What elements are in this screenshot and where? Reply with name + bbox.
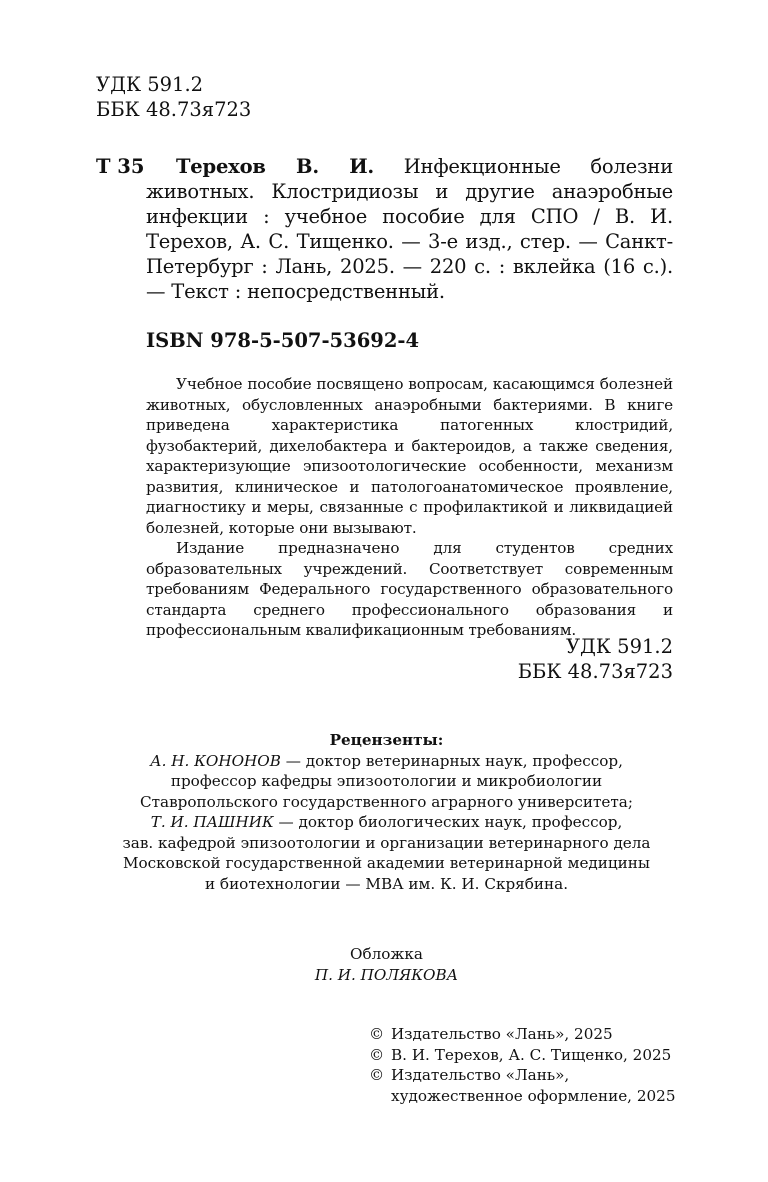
reviewer-line: [96, 751, 677, 772]
copyright-holder: Издательство «Лань»,: [391, 1066, 570, 1084]
bbk-code: ББК 48.73я723: [96, 98, 252, 121]
copyright-line: [369, 1045, 699, 1066]
copyright-icon: ©: [369, 1025, 385, 1043]
reviewer-line: Московской государственной академии ветеринарной медицины: [122, 854, 651, 872]
cover-label: Обложка: [350, 945, 423, 963]
reviewer-line: зав. кафедрой эпизоотологии и организации ветеринарного дела: [122, 833, 651, 852]
reviewer-line: [96, 812, 677, 833]
reviewers-heading: Рецензенты:: [329, 731, 444, 749]
reviewer-line: Ставропольского государственного аграрного университета;: [140, 792, 633, 811]
copyright-icon: ©: [369, 1066, 385, 1084]
author-name: Терехов В. И.: [176, 155, 375, 178]
record-description: Инфекционные болезни животных. Клостридиозы и другие анаэробные инфекции : учебное пособие для СПО / В. И. Терехов, А. С. Тищенко. — 3-е изд., стер. — Санкт-Петербург : Лань, 2025. — 220 с. : вклейка (16 с.). — Текст : непосредственный.: [146, 155, 673, 303]
classification-top: [96, 72, 251, 122]
annotation: [146, 374, 673, 641]
annotation-paragraph: Издание предназначено для студентов средних образовательных учреждений. Соответствует современным требованиям Федерального государственного образовательного стандарта среднего профессионального образования и профессиональным квалификационным требованиям.: [146, 539, 673, 639]
copyright-icon: ©: [369, 1045, 385, 1064]
reviewer-name: А. Н. КОНОНОВ: [150, 751, 281, 770]
reviewer-line: профессор кафедры эпизоотологии и микробиологии: [170, 772, 603, 790]
reviewers-block: [96, 730, 677, 894]
copyright-text: Издательство «Лань», 2025: [391, 1025, 613, 1043]
copyright-text: В. И. Терехов, А. С. Тищенко, 2025: [391, 1045, 672, 1064]
bibliographic-record: [146, 154, 673, 304]
cover-artist: П. И. ПОЛЯКОВА: [314, 965, 459, 984]
copyright-text: [391, 1065, 699, 1106]
classification-bottom: [473, 634, 673, 684]
reviewer-line: и биотехнологии — МВА им. К. И. Скрябина.: [204, 874, 569, 893]
author-mark: Т 35: [96, 155, 145, 178]
udk-code: УДК 591.2: [565, 635, 673, 658]
reviewer-credentials: — доктор ветеринарных наук, профессор,: [280, 751, 623, 770]
bbk-code: ББК 48.73я723: [517, 660, 673, 683]
annotation-paragraph: Учебное пособие посвящено вопросам, касающимся болезней животных, обусловленных анаэробными бактериями. В книге приведена характеристика патогенных клостридий, фузобактерий, дихелобактера и бактероидов, а также сведения, характеризующие эпизоотологические особенности, механизм развития, клиническое и патологоанатомическое проявление, диагностику и меры, связанные с профилактикой и ликвидацией болезней, которые они вызывают.: [146, 375, 673, 537]
copyright-line: [369, 1024, 699, 1045]
reviewer-name: Т. И. ПАШНИК: [150, 813, 274, 831]
isbn: ISBN 978-5-507-53692-4: [146, 329, 420, 352]
copyright-line: [369, 1065, 699, 1106]
copyright-note: художественное оформление, 2025: [391, 1086, 676, 1105]
reviewer-credentials: — доктор биологических наук, профессор,: [273, 813, 623, 831]
udk-code: УДК 591.2: [96, 73, 204, 96]
cover-credit: [96, 944, 677, 985]
copyright-block: [369, 1024, 699, 1106]
